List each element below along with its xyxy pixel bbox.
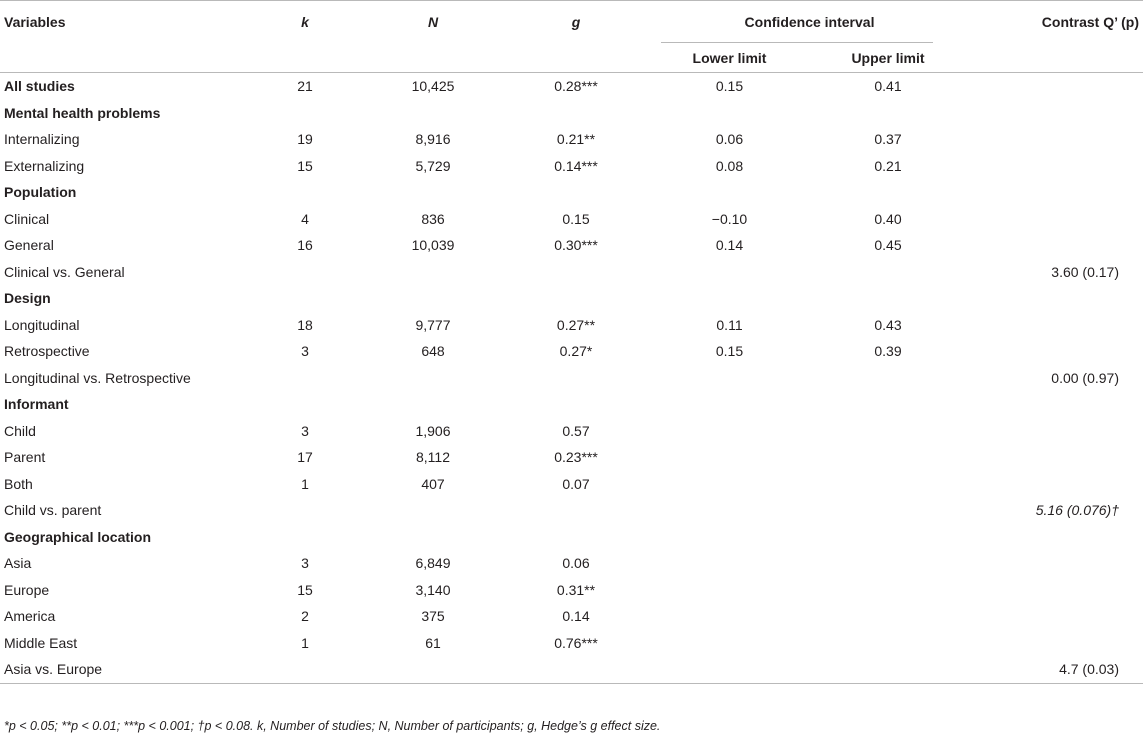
- cell-contrast: [968, 603, 1143, 630]
- cell-n: [365, 259, 501, 286]
- row-label: Child vs. parent: [4, 502, 102, 519]
- table-row: [0, 73, 1143, 100]
- cell-upper-limit: [808, 285, 968, 312]
- cell-lower-limit: [651, 603, 808, 630]
- cell-k: [245, 259, 365, 286]
- table-row: [0, 497, 1143, 524]
- cell-lower-limit: 0.06: [715, 131, 744, 148]
- cell-contrast: [968, 471, 1143, 498]
- cell-k: [245, 179, 365, 206]
- cell-upper-limit: [808, 577, 968, 604]
- cell-n: 8,916: [415, 131, 451, 148]
- table-header: [0, 1, 1143, 73]
- cell-g: 0.28***: [554, 78, 598, 95]
- cell-g: [501, 365, 651, 392]
- cell-lower-limit: [651, 444, 808, 471]
- cell-lower-limit: [651, 497, 808, 524]
- cell-contrast: [968, 391, 1143, 418]
- cell-k: [245, 365, 365, 392]
- cell-lower-limit: [651, 391, 808, 418]
- section-row: [0, 391, 1143, 418]
- header-spacer: [365, 43, 501, 73]
- cell-upper-limit: [808, 391, 968, 418]
- cell-g: 0.14: [562, 608, 590, 625]
- cell-n: 10,425: [411, 78, 455, 95]
- section-row: [0, 179, 1143, 206]
- cell-upper-limit: [808, 603, 968, 630]
- cell-contrast: [968, 179, 1143, 206]
- table-row: [0, 630, 1143, 657]
- cell-contrast: 0.00 (0.97): [1051, 369, 1120, 386]
- header-contrast-label: Contrast Q’ (p): [1041, 14, 1140, 30]
- cell-lower-limit: −0.10: [711, 210, 748, 227]
- header-k: k: [301, 14, 309, 30]
- header-upper-limit: Upper limit: [808, 43, 968, 73]
- cell-lower-limit: [651, 656, 808, 683]
- cell-upper-limit: [808, 259, 968, 286]
- table-row: [0, 232, 1143, 259]
- cell-k: 15: [297, 157, 313, 174]
- table-row: [0, 444, 1143, 471]
- cell-g: 0.14***: [554, 157, 598, 174]
- section-row: [0, 524, 1143, 551]
- table-row: [0, 259, 1143, 286]
- cell-contrast: [968, 232, 1143, 259]
- cell-upper-limit: 0.40: [874, 210, 902, 227]
- cell-upper-limit: 0.43: [874, 316, 902, 333]
- cell-contrast: 4.7 (0.03): [968, 656, 1143, 683]
- row-label: General: [4, 237, 54, 254]
- row-label: Europe: [4, 581, 50, 598]
- header-spacer: [968, 43, 1143, 73]
- table-row: [0, 206, 1143, 233]
- table-row: [0, 603, 1143, 630]
- section-row: [0, 285, 1143, 312]
- cell-n: [365, 391, 501, 418]
- cell-k: 19: [297, 131, 313, 148]
- cell-contrast: 5.16 (0.076)†: [1035, 502, 1120, 519]
- cell-n: [365, 100, 501, 127]
- cell-k: 3: [301, 343, 309, 360]
- cell-lower-limit: 0.11: [716, 316, 743, 333]
- cell-k: 1: [301, 634, 309, 651]
- cell-lower-limit: 0.15: [715, 78, 744, 95]
- row-label: Geographical location: [4, 528, 152, 545]
- cell-upper-limit: [808, 444, 968, 471]
- row-label: Both: [4, 475, 33, 492]
- cell-g: 0.23***: [554, 449, 598, 466]
- row-label: Clinical: [4, 210, 50, 227]
- cell-g: [501, 524, 651, 551]
- cell-g: [501, 391, 651, 418]
- row-label: Informant: [4, 396, 69, 413]
- cell-lower-limit: [651, 365, 808, 392]
- cell-contrast: [968, 418, 1143, 445]
- table-row: [0, 577, 1143, 604]
- cell-lower-limit: [651, 285, 808, 312]
- row-label: Mental health problems: [4, 104, 161, 121]
- cell-upper-limit: 0.45: [874, 237, 902, 254]
- cell-n: 3,140: [415, 581, 451, 598]
- cell-upper-limit: 0.21: [874, 157, 902, 174]
- cell-n: [365, 497, 501, 524]
- header-spacer: [501, 43, 651, 73]
- cell-k: [245, 524, 365, 551]
- cell-g: 0.31**: [556, 581, 596, 598]
- cell-n: 6,849: [415, 555, 451, 572]
- cell-k: 3: [301, 422, 309, 439]
- cell-g: 0.21**: [556, 131, 596, 148]
- ci-underline: [661, 42, 933, 43]
- cell-lower-limit: 0.15: [715, 343, 744, 360]
- cell-g: 0.07: [562, 475, 590, 492]
- cell-n: [365, 365, 501, 392]
- cell-k: 17: [297, 449, 313, 466]
- cell-lower-limit: [651, 577, 808, 604]
- cell-n: [365, 179, 501, 206]
- row-label: Population: [4, 184, 77, 201]
- cell-n: [365, 524, 501, 551]
- cell-g: [501, 100, 651, 127]
- row-label: Design: [4, 290, 51, 307]
- row-label: Asia: [4, 555, 32, 572]
- cell-contrast: [968, 73, 1143, 100]
- results-table: [0, 1, 1143, 684]
- cell-g: 0.06: [562, 555, 590, 572]
- cell-contrast: [968, 312, 1143, 339]
- cell-lower-limit: [651, 630, 808, 657]
- table-row: [0, 471, 1143, 498]
- cell-n: 407: [421, 475, 445, 492]
- cell-upper-limit: [808, 656, 968, 683]
- cell-upper-limit: [808, 524, 968, 551]
- table-row: [0, 418, 1143, 445]
- cell-contrast: [968, 338, 1143, 365]
- cell-upper-limit: [808, 418, 968, 445]
- row-label: Parent: [4, 449, 46, 466]
- cell-upper-limit: [808, 550, 968, 577]
- table-footnote: *p < 0.05; **p < 0.01; ***p < 0.001; †p < 0.08. k, Number of studies; N, Number of participants; g, Hedge’s g effect size.: [4, 719, 661, 733]
- cell-g: 0.15: [562, 210, 590, 227]
- cell-n: 1,906: [415, 422, 451, 439]
- cell-lower-limit: [651, 524, 808, 551]
- cell-k: 2: [301, 608, 309, 625]
- cell-contrast: [968, 630, 1143, 657]
- header-n: N: [427, 14, 439, 30]
- cell-g: [501, 179, 651, 206]
- cell-n: 9,777: [415, 316, 451, 333]
- header-variables: Variables: [4, 14, 66, 30]
- header-g: g: [571, 14, 581, 30]
- cell-lower-limit: [651, 179, 808, 206]
- cell-lower-limit: [651, 471, 808, 498]
- cell-upper-limit: 0.37: [874, 131, 902, 148]
- cell-k: [245, 100, 365, 127]
- table-row: [0, 365, 1143, 392]
- cell-contrast: [968, 153, 1143, 180]
- cell-upper-limit: [808, 630, 968, 657]
- table-body: [0, 73, 1143, 684]
- row-label: Internalizing: [4, 131, 80, 148]
- cell-n: [365, 656, 501, 683]
- row-label: America: [4, 608, 56, 625]
- cell-upper-limit: [808, 179, 968, 206]
- cell-n: [365, 285, 501, 312]
- table-row: [0, 550, 1143, 577]
- row-label: Externalizing: [4, 157, 85, 174]
- row-label: Child: [4, 422, 36, 439]
- cell-upper-limit: 0.39: [874, 343, 902, 360]
- cell-contrast: [968, 444, 1143, 471]
- table-row: [0, 338, 1143, 365]
- cell-contrast: [968, 285, 1143, 312]
- cell-g: 0.30***: [554, 237, 598, 254]
- row-label: Middle East: [4, 634, 78, 651]
- cell-n: 375: [421, 608, 445, 625]
- cell-n: 836: [421, 210, 445, 227]
- table-row: [0, 656, 1143, 683]
- cell-k: 16: [297, 237, 313, 254]
- cell-k: [245, 391, 365, 418]
- cell-g: [501, 656, 651, 683]
- cell-contrast: [968, 577, 1143, 604]
- cell-k: 18: [297, 316, 313, 333]
- cell-g: [501, 285, 651, 312]
- header-confidence-interval: [651, 1, 968, 43]
- cell-n: 648: [421, 343, 445, 360]
- cell-k: 21: [297, 78, 313, 95]
- header-contrast: [968, 1, 1143, 43]
- cell-g: 0.57: [562, 422, 590, 439]
- row-label: Asia vs. Europe: [0, 656, 245, 683]
- header-ci-label: Confidence interval: [744, 14, 875, 30]
- cell-contrast: [968, 550, 1143, 577]
- cell-k: 4: [301, 210, 309, 227]
- cell-g: 0.27**: [556, 316, 596, 333]
- cell-k: 15: [297, 581, 313, 598]
- table-row: [0, 126, 1143, 153]
- cell-upper-limit: [808, 100, 968, 127]
- cell-upper-limit: [808, 497, 968, 524]
- cell-n: 10,039: [411, 237, 455, 254]
- cell-k: [245, 285, 365, 312]
- row-label: Clinical vs. General: [4, 263, 125, 280]
- cell-contrast: [968, 126, 1143, 153]
- row-label: Longitudinal: [4, 316, 80, 333]
- header-spacer: [0, 43, 245, 73]
- cell-lower-limit: [651, 259, 808, 286]
- row-label: Retrospective: [4, 343, 90, 360]
- cell-k: 1: [301, 475, 309, 492]
- cell-lower-limit: [651, 418, 808, 445]
- section-row: [0, 100, 1143, 127]
- row-label: All studies: [4, 78, 75, 95]
- header-spacer: [245, 43, 365, 73]
- cell-contrast: [968, 100, 1143, 127]
- cell-n: 5,729: [415, 157, 451, 174]
- cell-n: 61: [425, 634, 441, 651]
- cell-lower-limit: 0.08: [715, 157, 744, 174]
- table-row: [0, 312, 1143, 339]
- cell-g: [501, 497, 651, 524]
- cell-g: 0.76***: [554, 634, 598, 651]
- cell-contrast: 3.60 (0.17): [1051, 263, 1120, 280]
- cell-k: [245, 656, 365, 683]
- cell-n: 8,112: [416, 449, 450, 466]
- header-lower-limit: Lower limit: [651, 43, 808, 73]
- cell-lower-limit: 0.14: [715, 237, 744, 254]
- cell-contrast: [968, 524, 1143, 551]
- cell-k: 3: [301, 555, 309, 572]
- table-row: [0, 153, 1143, 180]
- cell-g: 0.27*: [559, 343, 593, 360]
- row-label: Longitudinal vs. Retrospective: [4, 369, 191, 386]
- cell-contrast: [968, 206, 1143, 233]
- cell-upper-limit: [808, 365, 968, 392]
- cell-upper-limit: 0.41: [874, 78, 902, 95]
- cell-upper-limit: [808, 471, 968, 498]
- cell-lower-limit: [651, 550, 808, 577]
- cell-g: [501, 259, 651, 286]
- cell-lower-limit: [651, 100, 808, 127]
- cell-k: [245, 497, 365, 524]
